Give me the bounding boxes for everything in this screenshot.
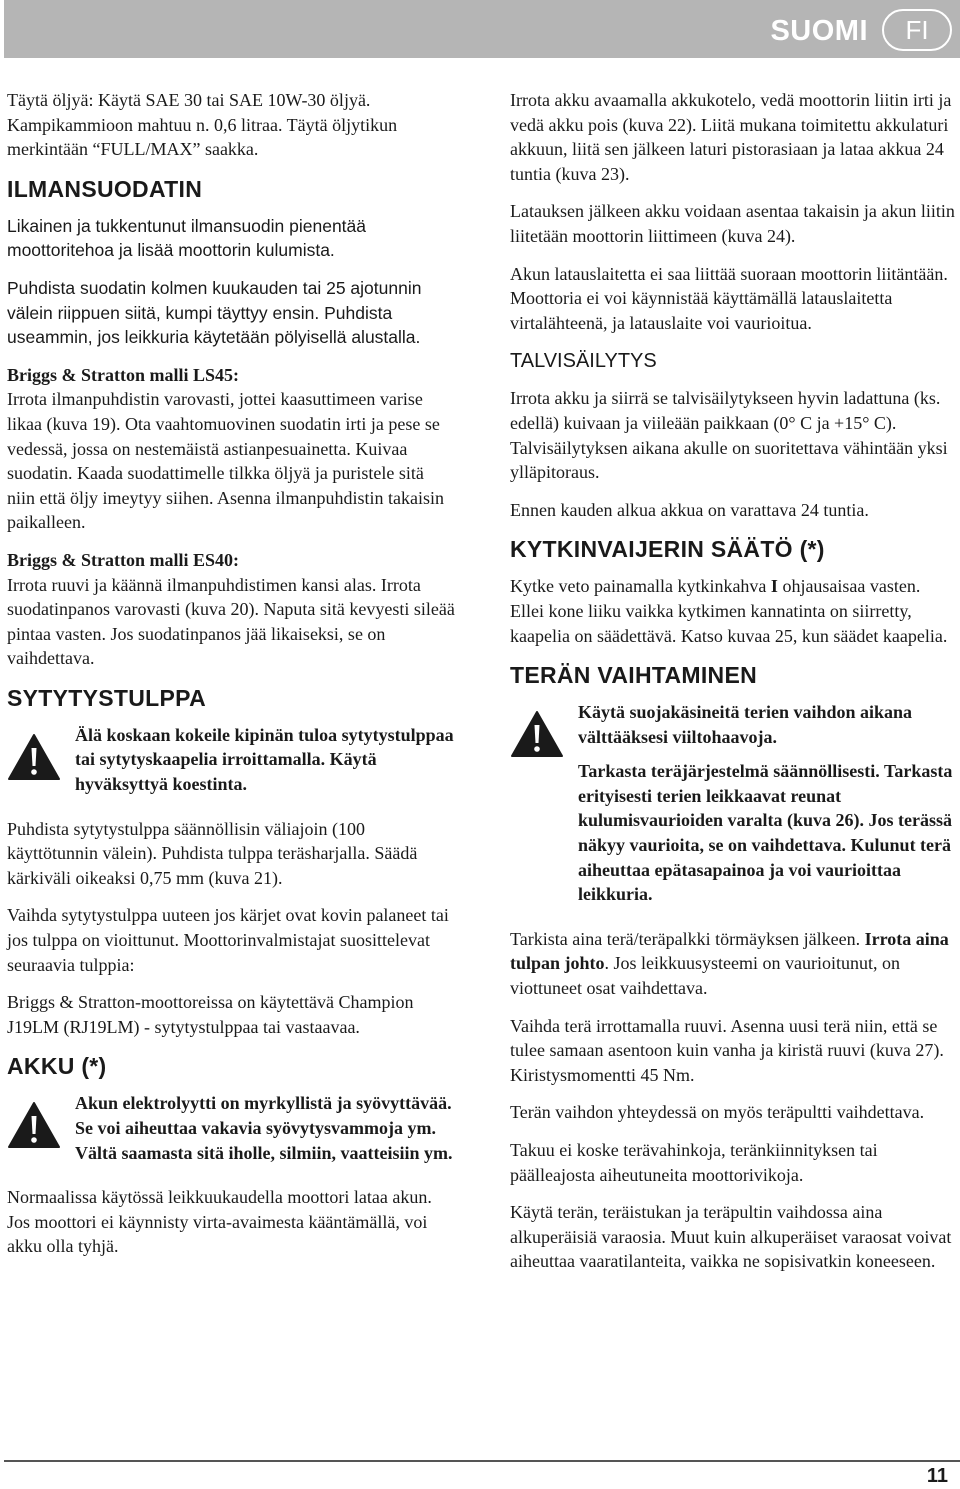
ls45-paragraph: Irrota ilmanpuhdistin varovasti, jottei kaasuttimeen varise likaa (kuva 19). Ota vaahtomuovinen suodatin irti ja pese se vedessä, jossa on nestemäistä astianpesuainetta. Kuivaa suodatin. Kaada suodattimelle tilkka öljyä ja puristele sitä niin että öljy imeytyy siihen. Asenna ilmanpuhdistin takaisin paikalleen.	[7, 389, 444, 533]
blade-warning-text-2: Tarkasta teräjärjestelmä säännöllisesti. Tarkasta erityisesti terien leikkaavat reunat kulumisvaurioiden varalta (kuva 26). Jos terässä näkyy vaurioita, se on vaihdettava. Kulunut terä aiheuttaa epätasapainoa ja voi vaurioittaa leikkuria.	[578, 761, 953, 905]
battery-charge-paragraph-1: Irrota akku avaamalla akkukotelo, vedä moottorin liitin irti ja vedä akku pois (kuva 22). Liitä mukana toimitettu akkulaturi akkuun, liitä sen jälkeen laturi pistorasiaan ja lataa akkua 24 tuntia (kuva 23).	[510, 90, 952, 184]
spark-plug-paragraph-3: Briggs & Stratton-moottoreissa on käytettävä Champion J19LM (RJ19LM) - sytytystulppaa tai vastaavaa.	[7, 992, 414, 1037]
spark-plug-paragraph-2: Vaihda sytytystulppa uuteen jos kärjet ovat kovin palaneet tai jos tulppa on vioittunut. Moottorinvalmistajat suosittelevat seuraavia tulppia:	[7, 905, 449, 975]
battery-warning-text: Akun elektrolyytti on myrkyllistä ja syövyttävää. Se voi aiheuttaa vakavia syövytysvammoja ym. Vältä saamasta sitä iholle, silmiin, vaatteisiin ym.	[75, 1093, 453, 1163]
es40-subheading: Briggs & Stratton malli ES40:	[7, 549, 239, 570]
blade-paragraph-2: Vaihda terä irrottamalla ruuvi. Asenna uusi terä niin, että se tulee samaan asentoon kuin vanha ja kiristä ruuvi (kuva 27). Kiristysmomentti 45 Nm.	[510, 1015, 944, 1085]
warning-triangle-icon	[510, 710, 564, 758]
spark-plug-warning-text: Älä koskaan kokeile kipinän tuloa sytytystulppaa tai sytytyskaapelia irroittamalla. Käytä hyväksyttyä koestinta.	[75, 724, 454, 795]
clutch-lever-label: I	[770, 576, 778, 597]
battery-warning	[7, 1091, 455, 1175]
ls45-subheading: Briggs & Stratton malli LS45:	[7, 364, 239, 385]
blade-p1-bold: Irrota aina tulpan johto	[510, 928, 949, 974]
battery-charge-paragraph-3: Akun latauslaitetta ei saa liittää suoraan moottorin liitäntään. Moottoria ei voi käynnistää käyttämällä latauslaitetta virtalähteenä, ja latauslaite voi vaurioitua.	[510, 263, 948, 333]
warning-triangle-icon	[7, 733, 61, 781]
winter-storage-paragraph-2: Ennen kauden alkua akkua on varattava 24 tuntia.	[510, 499, 869, 520]
winter-storage-paragraph-1: Irrota akku ja siirrä se talvisäilytykseen hyvin ladattuna (ks. edellä) kuivaan ja viileään paikkaan (0° C ja +15° C). Talvisäilytyksen aikana akulle on suoritettava vähintään yksi ylläpitoraus.	[510, 388, 948, 483]
warning-triangle-icon	[7, 1101, 61, 1149]
blade-p1-start: Tarkista aina terä/teräpalkki törmäyksen jälkeen.	[510, 928, 865, 949]
left-column	[7, 88, 455, 1272]
air-filter-paragraph-1: Likainen ja tukkentunut ilmansuodin pienentää moottoritehoa ja lisää moottorin kulumista.	[7, 215, 367, 261]
language-badge: FI	[882, 9, 952, 51]
header-band	[4, 0, 960, 58]
blade-paragraph-5: Käytä terän, teräistukan ja teräpultin vaihdossa aina alkuperäisiä varaosia. Muut kuin alkuperäiset varaosat voivat aiheuttaa vaaratilanteita, vaikka ne sopisivatkin koneeseen.	[510, 1202, 952, 1272]
oil-paragraph: Täytä öljyä: Käytä SAE 30 tai SAE 10W-30 öljyä. Kampikammioon mahtuu n. 0,6 litraa. Täytä öljytikun merkintään “FULL/MAX” saakka.	[7, 90, 398, 160]
footer-rule	[4, 1460, 960, 1462]
language-title: SUOMI	[770, 15, 868, 47]
right-column	[510, 88, 958, 1287]
blade-paragraph-4: Takuu ei koske terävahinkoja, teränkiinnityksen tai päälleajosta aiheutuneita moottorivikoja.	[510, 1140, 878, 1185]
page-number: 11	[926, 1465, 948, 1487]
blade-paragraph-1	[510, 927, 958, 1001]
battery-heading: AKKU (*)	[7, 1053, 107, 1080]
clutch-cable-paragraph	[510, 574, 958, 648]
blade-p1-end: . Jos leikkuusysteemi on vaurioitunut, on viottuneet osat vaihdettava.	[510, 953, 901, 999]
air-filter-heading: ILMANSUODATIN	[7, 175, 203, 202]
blade-paragraph-3: Terän vaihdon yhteydessä on myös teräpultti vaihdettava.	[510, 1102, 925, 1123]
blade-warning-text-1: Käytä suojakäsineitä terien vaihdon aikana välttääksesi viiltohaavoja.	[578, 702, 913, 747]
blade-change-heading: TERÄN VAIHTAMINEN	[510, 662, 758, 689]
clutch-cable-heading: KYTKINVAIJERIN SÄÄTÖ (*)	[510, 536, 825, 563]
es40-paragraph: Irrota ruuvi ja käännä ilmanpuhdistimen kansi alas. Irrota suodatinpanos varovasti (kuva 20). Naputa sitä kevyesti sileää pintaa vasten. Jos suodatinpanos jää likaiseksi, se on vaihdettava.	[7, 574, 455, 669]
battery-paragraph: Normaalissa käytössä leikkuukaudella moottori lataa akun. Jos moottori ei käynnisty virta-avaimesta kääntämällä, voi akku olla tyhjä.	[7, 1187, 432, 1257]
clutch-text-end: ohjausaisaa vasten. Ellei kone liiku vaikka kytkimen kannatinta on siirretty, kaapelia on säädettävä. Katso kuvaa 25, kun säädet kaapelia.	[510, 576, 948, 646]
winter-storage-heading: TALVISÄILYTYS	[510, 350, 657, 373]
battery-charge-paragraph-2: Latauksen jälkeen akku voidaan asentaa takaisin ja akun liitin liitetään moottorin liittimeen (kuva 24).	[510, 201, 955, 246]
air-filter-paragraph-2: Puhdista suodatin kolmen kuukauden tai 25 ajotunnin välein riippuen siitä, kumpi täyttyy ensin. Puhdista useammin, jos leikkuria käytetään pölyisellä alustalla.	[7, 277, 422, 348]
blade-warning	[510, 700, 958, 917]
clutch-text-start: Kytke veto painamalla kytkinkahva	[510, 576, 771, 597]
spark-plug-paragraph-1: Puhdista sytytystulppa säännöllisin väliajoin (100 käyttötunnin välein). Puhdista tulppa teräsharjalla. Säädä kärkiväli oikeaksi 0,75 mm (kuva 21).	[7, 818, 418, 888]
spark-plug-heading: SYTYTYSTULPPA	[7, 684, 206, 711]
spark-plug-warning	[7, 723, 455, 807]
